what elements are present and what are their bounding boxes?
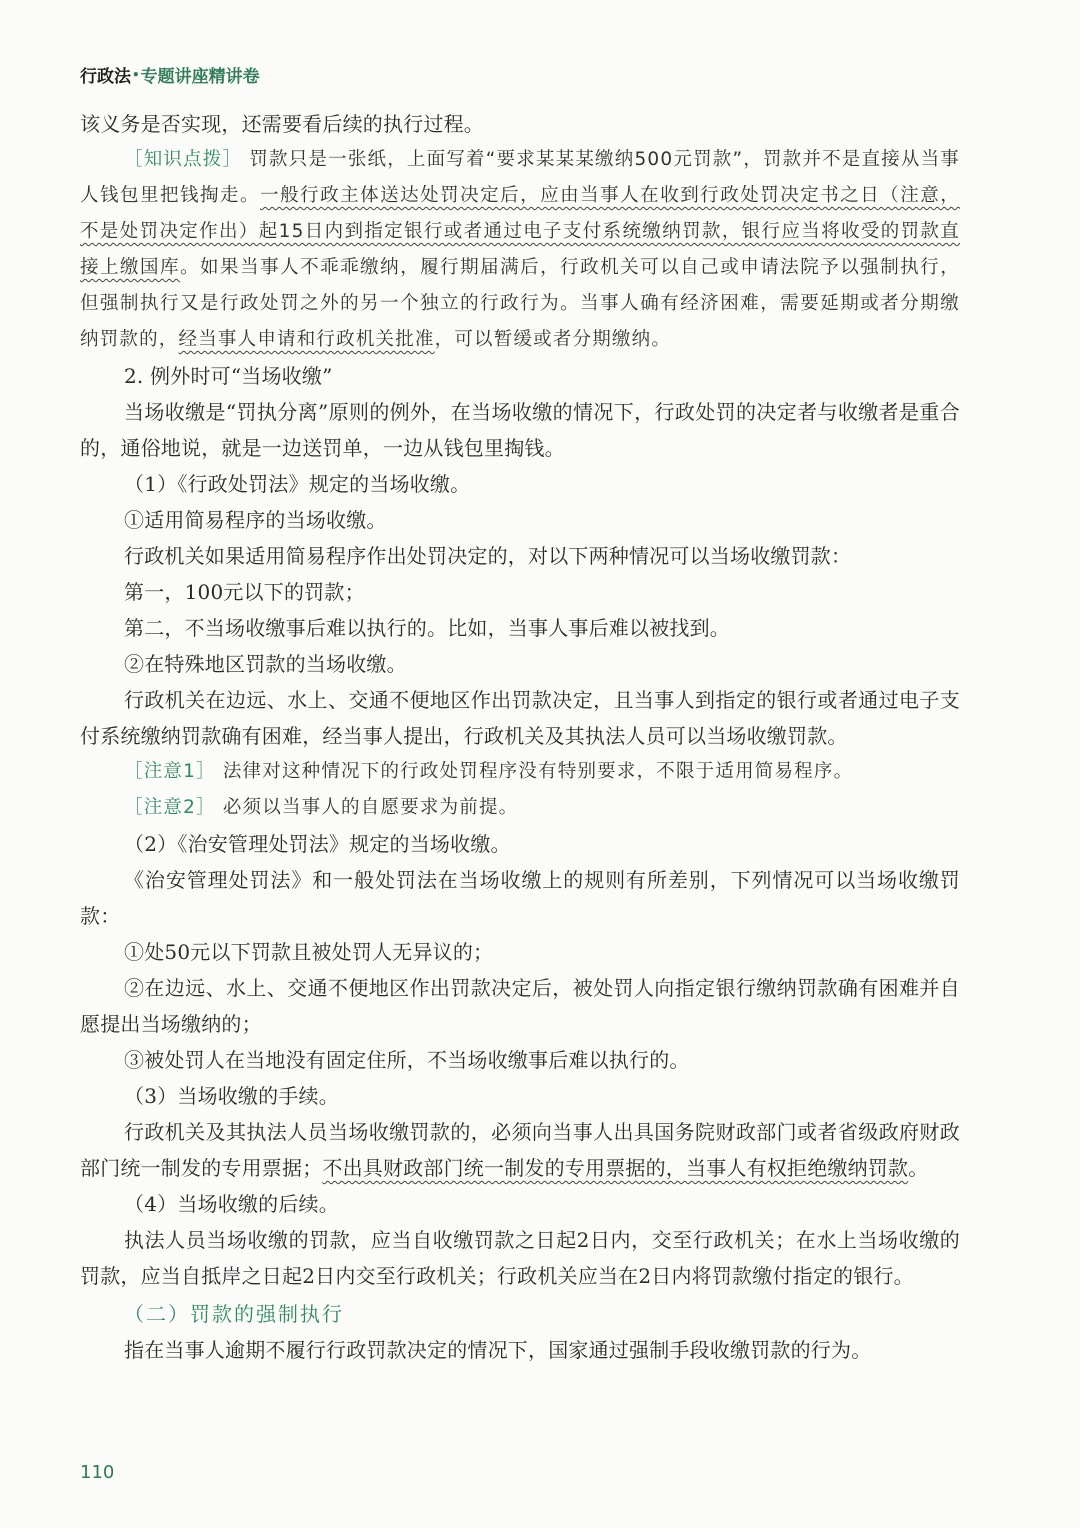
header-separator: • xyxy=(132,67,140,82)
paragraph: 指在当事人逾期不履行行政罚款决定的情况下，国家通过强制手段收缴罚款的行为。 xyxy=(124,1338,872,1362)
paragraph-receipts xyxy=(80,1114,960,1186)
knowledge-tip xyxy=(80,142,960,358)
paragraph: 当场收缴是“罚执分离”原则的例外，在当场收缴的情况下，行政处罚的决定者与收缴者是重合的，通俗地说，就是一边送罚单，一边从钱包里掏钱。 xyxy=(80,400,960,460)
list-item: ①处50元以下罚款且被处罚人无异议的； xyxy=(124,940,494,964)
knowledge-tip-underlined-b: 一般行政主体送达处罚决定后，应由当事人在收到行政处罚决定书之日（注意，不是处罚决定作出）起15日内到指定银行或者通过电子支付系统缴纳罚款，银行应当将收受的罚款直接上缴国库 xyxy=(80,185,960,278)
knowledge-tip-text-c: 。如果当事人不乖乖缴纳，履行期届满后，行政机关可以自己或申请法院予以强制执行，但强制执行又是行政处罚之外的另一个独立的行政行为。当事人确有经济困难，需要延期或者分期缴纳罚款的， xyxy=(80,257,960,350)
subheading-3: （3）当场收缴的手续。 xyxy=(124,1084,339,1108)
list-item: 第二，不当场收缴事后难以执行的。比如，当事人事后难以被找到。 xyxy=(124,616,730,640)
book-title: 行政法 xyxy=(80,67,131,87)
note-1-tag: ［注意1］ xyxy=(124,761,216,782)
note-2 xyxy=(80,790,960,826)
subheading-2: 2. 例外时可“当场收缴” xyxy=(124,364,333,388)
receipts-text-a: 行政机关及其执法人员当场收缴罚款的，必须向当事人出具国务院财政部门或者省级政府财政部门统一制发的专用票据； xyxy=(80,1120,960,1180)
subheading-1: （1）《行政处罚法》规定的当场收缴。 xyxy=(124,472,471,496)
knowledge-tip-underlined-d: 经当事人申请和行政机关批准 xyxy=(178,329,435,350)
list-item: 第一，100元以下的罚款； xyxy=(124,580,365,604)
page-number: 110 xyxy=(80,1462,115,1483)
knowledge-tip-text-e: ，可以暂缓或者分期缴纳。 xyxy=(434,329,672,350)
section-title: （二）罚款的强制执行 xyxy=(124,1302,344,1326)
receipts-text-c: 。 xyxy=(908,1156,929,1180)
note-2-tag: ［注意2］ xyxy=(124,797,216,818)
knowledge-tip-text-a: 罚款只是一张纸，上面写着“要求某某某缴纳500元罚款”，罚款并不是直接从当事人钱包里把钱掏走。 xyxy=(80,149,960,206)
note-1-text: 法律对这种情况下的行政处罚程序没有特别要求，不限于适用简易程序。 xyxy=(215,761,854,782)
receipts-underlined: 不出具财政部门统一制发的专用票据的，当事人有权拒绝缴纳罚款 xyxy=(322,1156,909,1180)
paragraph-continuation: 该义务是否实现，还需要看后续的执行过程。 xyxy=(80,112,484,136)
book-subtitle: 专题讲座精讲卷 xyxy=(140,67,260,87)
paragraph: 行政机关在边远、水上、交通不便地区作出罚款决定，且当事人到指定的银行或者通过电子支付系统缴纳罚款确有困难，经当事人提出，行政机关及其执法人员可以当场收缴罚款。 xyxy=(80,688,960,748)
paragraph: 行政机关如果适用简易程序作出处罚决定的，对以下两种情况可以当场收缴罚款： xyxy=(124,544,852,568)
knowledge-tip-tag: ［知识点拨］ xyxy=(124,149,243,170)
running-header xyxy=(80,62,260,87)
paragraph: 《治安管理处罚法》和一般处罚法在当场收缴上的规则有所差别，下列情况可以当场收缴罚款： xyxy=(80,868,960,928)
subheading-4: （4）当场收缴的后续。 xyxy=(124,1192,339,1216)
list-item: ①适用简易程序的当场收缴。 xyxy=(124,508,387,532)
list-item: ②在特殊地区罚款的当场收缴。 xyxy=(124,652,407,676)
paragraph: 执法人员当场收缴的罚款，应当自收缴罚款之日起2日内，交至行政机关；在水上当场收缴的罚款，应当自抵岸之日起2日内交至行政机关；行政机关应当在2日内将罚款缴付指定的银行。 xyxy=(80,1228,960,1288)
page-body xyxy=(80,106,960,1368)
subheading-2: （2）《治安管理处罚法》规定的当场收缴。 xyxy=(124,832,511,856)
note-2-text: 必须以当事人的自愿要求为前提。 xyxy=(215,797,519,818)
list-item: ③被处罚人在当地没有固定住所，不当场收缴事后难以执行的。 xyxy=(124,1048,690,1072)
note-1 xyxy=(80,754,960,790)
list-item: ②在边远、水上、交通不便地区作出罚款决定后，被处罚人向指定银行缴纳罚款确有困难并自愿提出当场缴纳的； xyxy=(80,976,960,1036)
